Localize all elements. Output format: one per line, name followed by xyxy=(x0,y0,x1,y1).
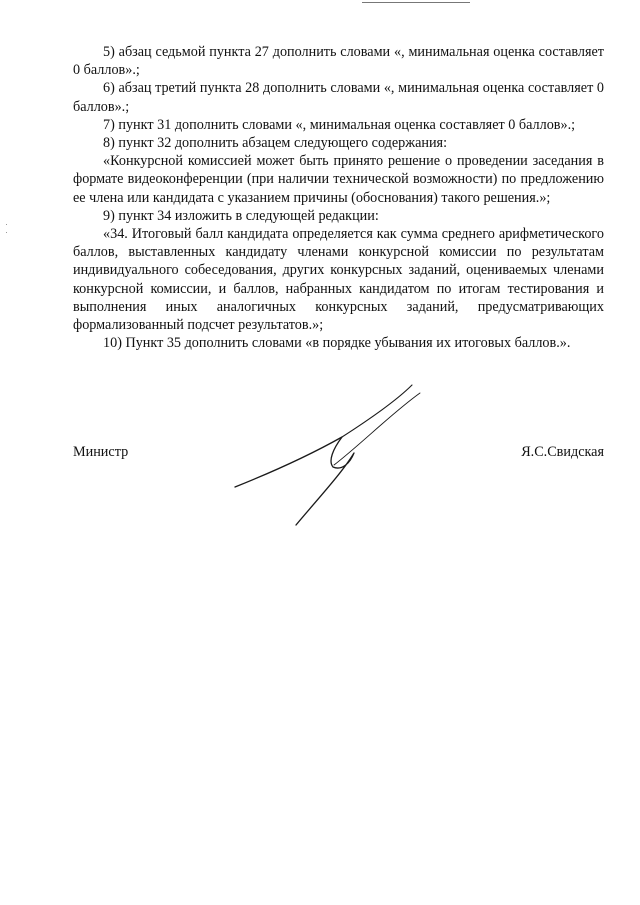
signer-title: Министр xyxy=(73,444,129,460)
quoted-paragraph-34: «34. Итоговый балл кандидата определяется как сумма среднего арифметического баллов, выставленных кандидату членами конкурсной комиссии по результатам индивидуального собеседования, других конкурсных заданий, оцениваемых членами конкурсной комиссии, и баллов, набранных кандидатом по итогам тестирования и выполнения иных аналогичных конкурсных заданий, предусматривающих формализованный подсчет результатов.»; xyxy=(73,226,604,334)
document-body xyxy=(73,43,604,352)
signature-block xyxy=(73,444,604,464)
scan-speck xyxy=(6,232,7,233)
paragraph-item-7: 7) пункт 31 дополнить словами «, минимальная оценка составляет 0 баллов».; xyxy=(103,116,576,133)
paragraph-item-8: 8) пункт 32 дополнить абзацем следующего содержания: xyxy=(103,135,448,152)
scan-speck xyxy=(6,224,7,225)
paragraph-item-10: 10) Пункт 35 дополнить словами «в порядке убывания их итоговых баллов.». xyxy=(103,335,571,352)
top-edge-mark xyxy=(362,0,470,3)
signer-name: Я.С.Свидская xyxy=(521,444,604,460)
quoted-paragraph-8: «Конкурсной комиссией может быть принято решение о проведении заседания в формате видеоконференции (при наличии технической возможности) по предложению ее члена или кандидата с указанием причины (обоснования) такого решения.»; xyxy=(73,153,604,206)
paragraph-item-6: 6) абзац третий пункта 28 дополнить словами «, минимальная оценка составляет 0 баллов».; xyxy=(73,80,604,115)
paragraph-item-9: 9) пункт 34 изложить в следующей редакции: xyxy=(103,207,379,224)
paragraph-item-5: 5) абзац седьмой пункта 27 дополнить словами «, минимальная оценка составляет 0 баллов».; xyxy=(73,44,604,79)
